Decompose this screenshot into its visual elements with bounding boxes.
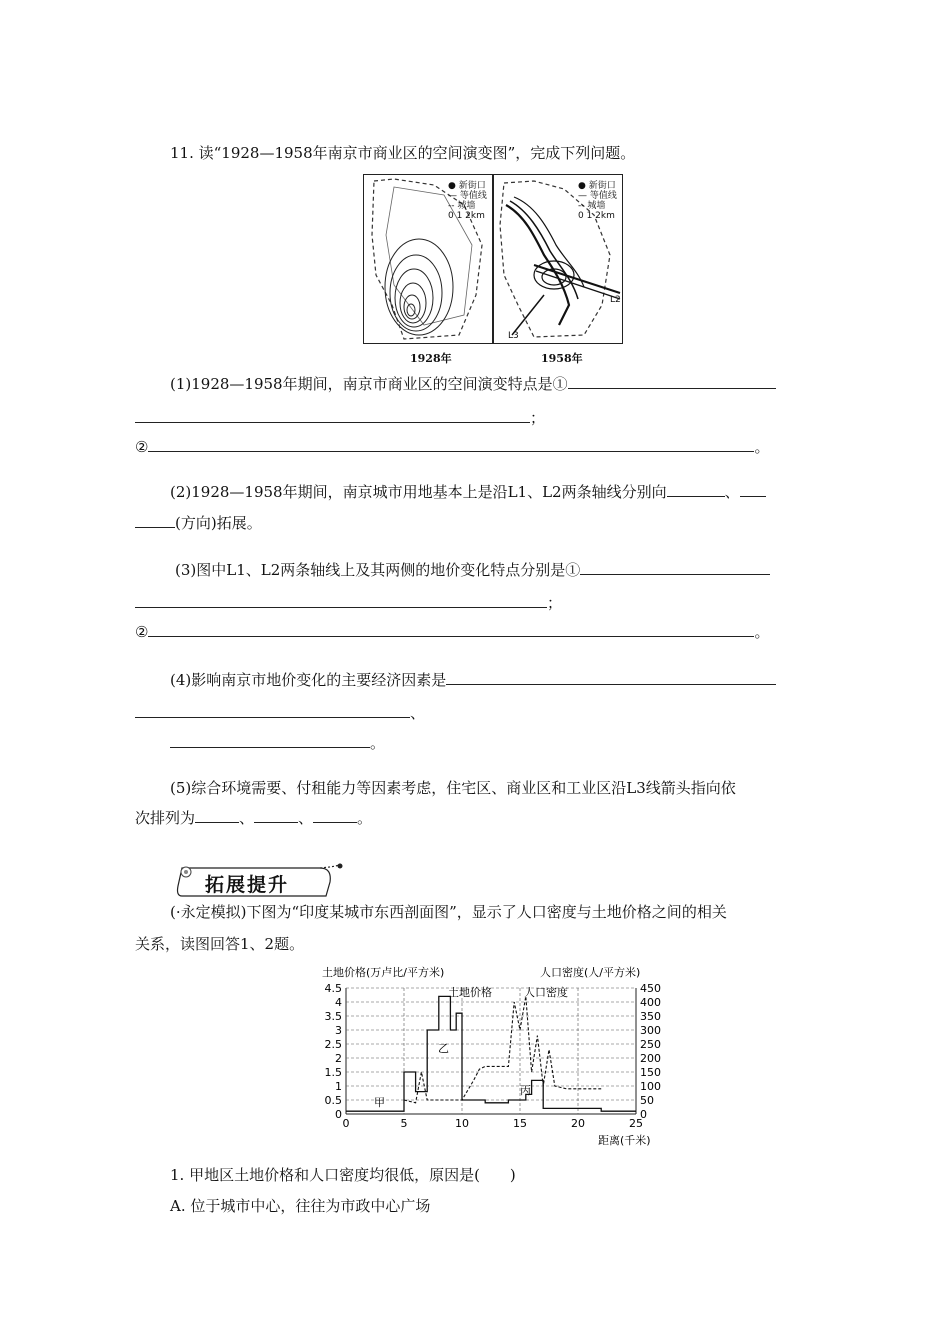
y-tick-right: 50 (640, 1094, 654, 1107)
y-tick-right: 300 (640, 1024, 661, 1037)
xlabel: 距离(千米) (598, 1134, 651, 1147)
flower-icon (181, 867, 191, 877)
answer-blank[interactable] (135, 703, 410, 718)
q11-p2-line1 (170, 482, 766, 502)
y-tick-left: 4 (335, 996, 342, 1009)
y-tick-left: 2.5 (324, 1038, 342, 1051)
series-land-price (346, 996, 636, 1111)
answer-blank[interactable] (135, 513, 175, 528)
q1-stem: 1. 甲地区土地价格和人口密度均很低，原因是( ) (170, 1166, 516, 1184)
legend-item: ● 新街口 (448, 181, 486, 191)
chart-series (346, 996, 636, 1111)
q11-p3-line1 (175, 560, 770, 580)
legend-item: — 等值线 (578, 191, 617, 201)
ylabel-left: 土地价格(万卢比/平方米) (322, 966, 445, 979)
semicolon: ； (530, 409, 546, 427)
x-tick: 15 (513, 1117, 527, 1130)
map-1958 (493, 174, 623, 344)
y-tick-right: 350 (640, 1010, 661, 1023)
y-tick-right: 450 (640, 982, 661, 995)
legend-item: -- 城墙 (448, 201, 476, 211)
circle-two: ② (135, 438, 149, 456)
q11-p2-text: (2)1928—1958年期间，南京城市用地基本上是沿L1、L2两条轴线分别向 (170, 483, 667, 501)
y-tick-right: 250 (640, 1038, 661, 1051)
x-tick: 5 (400, 1117, 408, 1130)
q11-p1-line1 (170, 374, 776, 394)
series-population-density (404, 996, 601, 1102)
q11-p1-text: (1)1928—1958年期间，南京市商业区的空间演变特点是① (170, 375, 568, 393)
y-tick-left: 1.5 (324, 1066, 342, 1079)
q11-p4-line2 (135, 703, 425, 723)
map-1928-legend (448, 181, 487, 221)
q11-p1-line3 (135, 437, 769, 457)
answer-blank[interactable] (568, 374, 776, 389)
separator: 、 (410, 704, 426, 722)
x-tick: 0 (342, 1117, 350, 1130)
y-tick-right: 400 (640, 996, 661, 1009)
y-tick-right: 100 (640, 1080, 661, 1093)
y-tick-right: 150 (640, 1066, 661, 1079)
y-tick-left: 4.5 (324, 982, 342, 995)
legend-item: 0 1 2km (578, 211, 615, 221)
map-1958-caption: 1958年 (541, 352, 583, 365)
answer-blank[interactable] (195, 808, 239, 823)
answer-blank[interactable] (148, 622, 754, 637)
y-tick-left: 0 (335, 1108, 342, 1121)
answer-blank[interactable] (740, 482, 766, 497)
period: 。 (754, 623, 770, 641)
y-tick-left: 0.5 (324, 1094, 342, 1107)
y-tick-left: 3.5 (324, 1010, 342, 1023)
separator: 、 (298, 809, 314, 827)
q11-p2-tail: (方向)拓展。 (175, 514, 262, 532)
q11-p3-text: (3)图中L1、L2两条轴线上及其两侧的地价变化特点分别是① (175, 561, 581, 579)
y-tick-left: 1 (335, 1080, 342, 1093)
q11-p5-line1: (5)综合环境需要、付租能力等因素考虑，住宅区、商业区和工业区沿L3线箭头指向依 (170, 779, 736, 797)
answer-blank[interactable] (135, 408, 530, 423)
circle-two: ② (135, 623, 149, 641)
period: 。 (370, 734, 386, 752)
answer-blank[interactable] (170, 733, 370, 748)
x-tick: 10 (455, 1117, 469, 1130)
q11-p3-line2 (135, 593, 562, 613)
q11-p4-text: (4)影响南京市地价变化的主要经济因素是 (170, 671, 447, 689)
separator: 、 (239, 809, 255, 827)
semicolon: ； (547, 594, 563, 612)
y-tick-right: 0 (640, 1108, 647, 1121)
separator: 、 (724, 483, 740, 501)
answer-blank[interactable] (667, 482, 725, 497)
legend-item: -- 城墙 (578, 201, 606, 211)
map-1958-legend (578, 181, 617, 221)
q11-p4-line3 (170, 733, 385, 753)
map-1928-caption: 1928年 (410, 352, 452, 365)
line-label-l3: L3 (508, 331, 519, 341)
annotation-land-price: 土地价格 (448, 986, 492, 999)
legend-item: ● 新街口 (578, 181, 616, 191)
answer-blank[interactable] (446, 670, 776, 685)
q11-p3-line3 (135, 622, 769, 642)
y-tick-right: 200 (640, 1052, 661, 1065)
q11-p5-text2: 次排列为 (135, 809, 196, 827)
q11-p5-line2 (135, 808, 372, 828)
q11-p4-line1 (170, 670, 776, 690)
period: 。 (754, 438, 770, 456)
section-title: 拓展提升 (205, 874, 290, 896)
q11-intro: 11. 读“1928—1958年南京市商业区的空间演变图”，完成下列问题。 (170, 144, 636, 162)
answer-blank[interactable] (580, 560, 770, 575)
y-tick-left: 2 (335, 1052, 342, 1065)
answer-blank[interactable] (148, 437, 754, 452)
line-label-l2: L2 (610, 295, 621, 305)
profile-chart (310, 960, 690, 1150)
map-1928 (363, 174, 493, 344)
intro2-line2: 关系，读图回答1、2题。 (135, 935, 305, 953)
x-tick: 20 (571, 1117, 585, 1130)
period: 。 (357, 809, 373, 827)
answer-blank[interactable] (135, 593, 547, 608)
q11-p1-line2 (135, 408, 545, 428)
q1-option-a[interactable]: A. 位于城市中心，往往为市政中心广场 (170, 1197, 431, 1215)
annotation-bing: 丙 (520, 1084, 531, 1097)
y-tick-left: 3 (335, 1024, 342, 1037)
q11-p2-line2 (135, 513, 262, 533)
annotation-jia: 甲 (374, 1096, 385, 1109)
annotation-population: 人口密度 (524, 986, 568, 999)
x-tick: 25 (629, 1117, 643, 1130)
answer-blank[interactable] (313, 808, 357, 823)
intro2-line1: (·永定模拟)下图为“印度某城市东西剖面图”，显示了人口密度与土地价格之间的相关 (170, 903, 727, 921)
answer-blank[interactable] (254, 808, 298, 823)
ylabel-right: 人口密度(人/平方米) (540, 966, 641, 979)
legend-item: — 等值线 (448, 191, 487, 201)
annotation-yi: 乙 (438, 1042, 449, 1055)
legend-item: 0 1 2km (448, 211, 485, 221)
